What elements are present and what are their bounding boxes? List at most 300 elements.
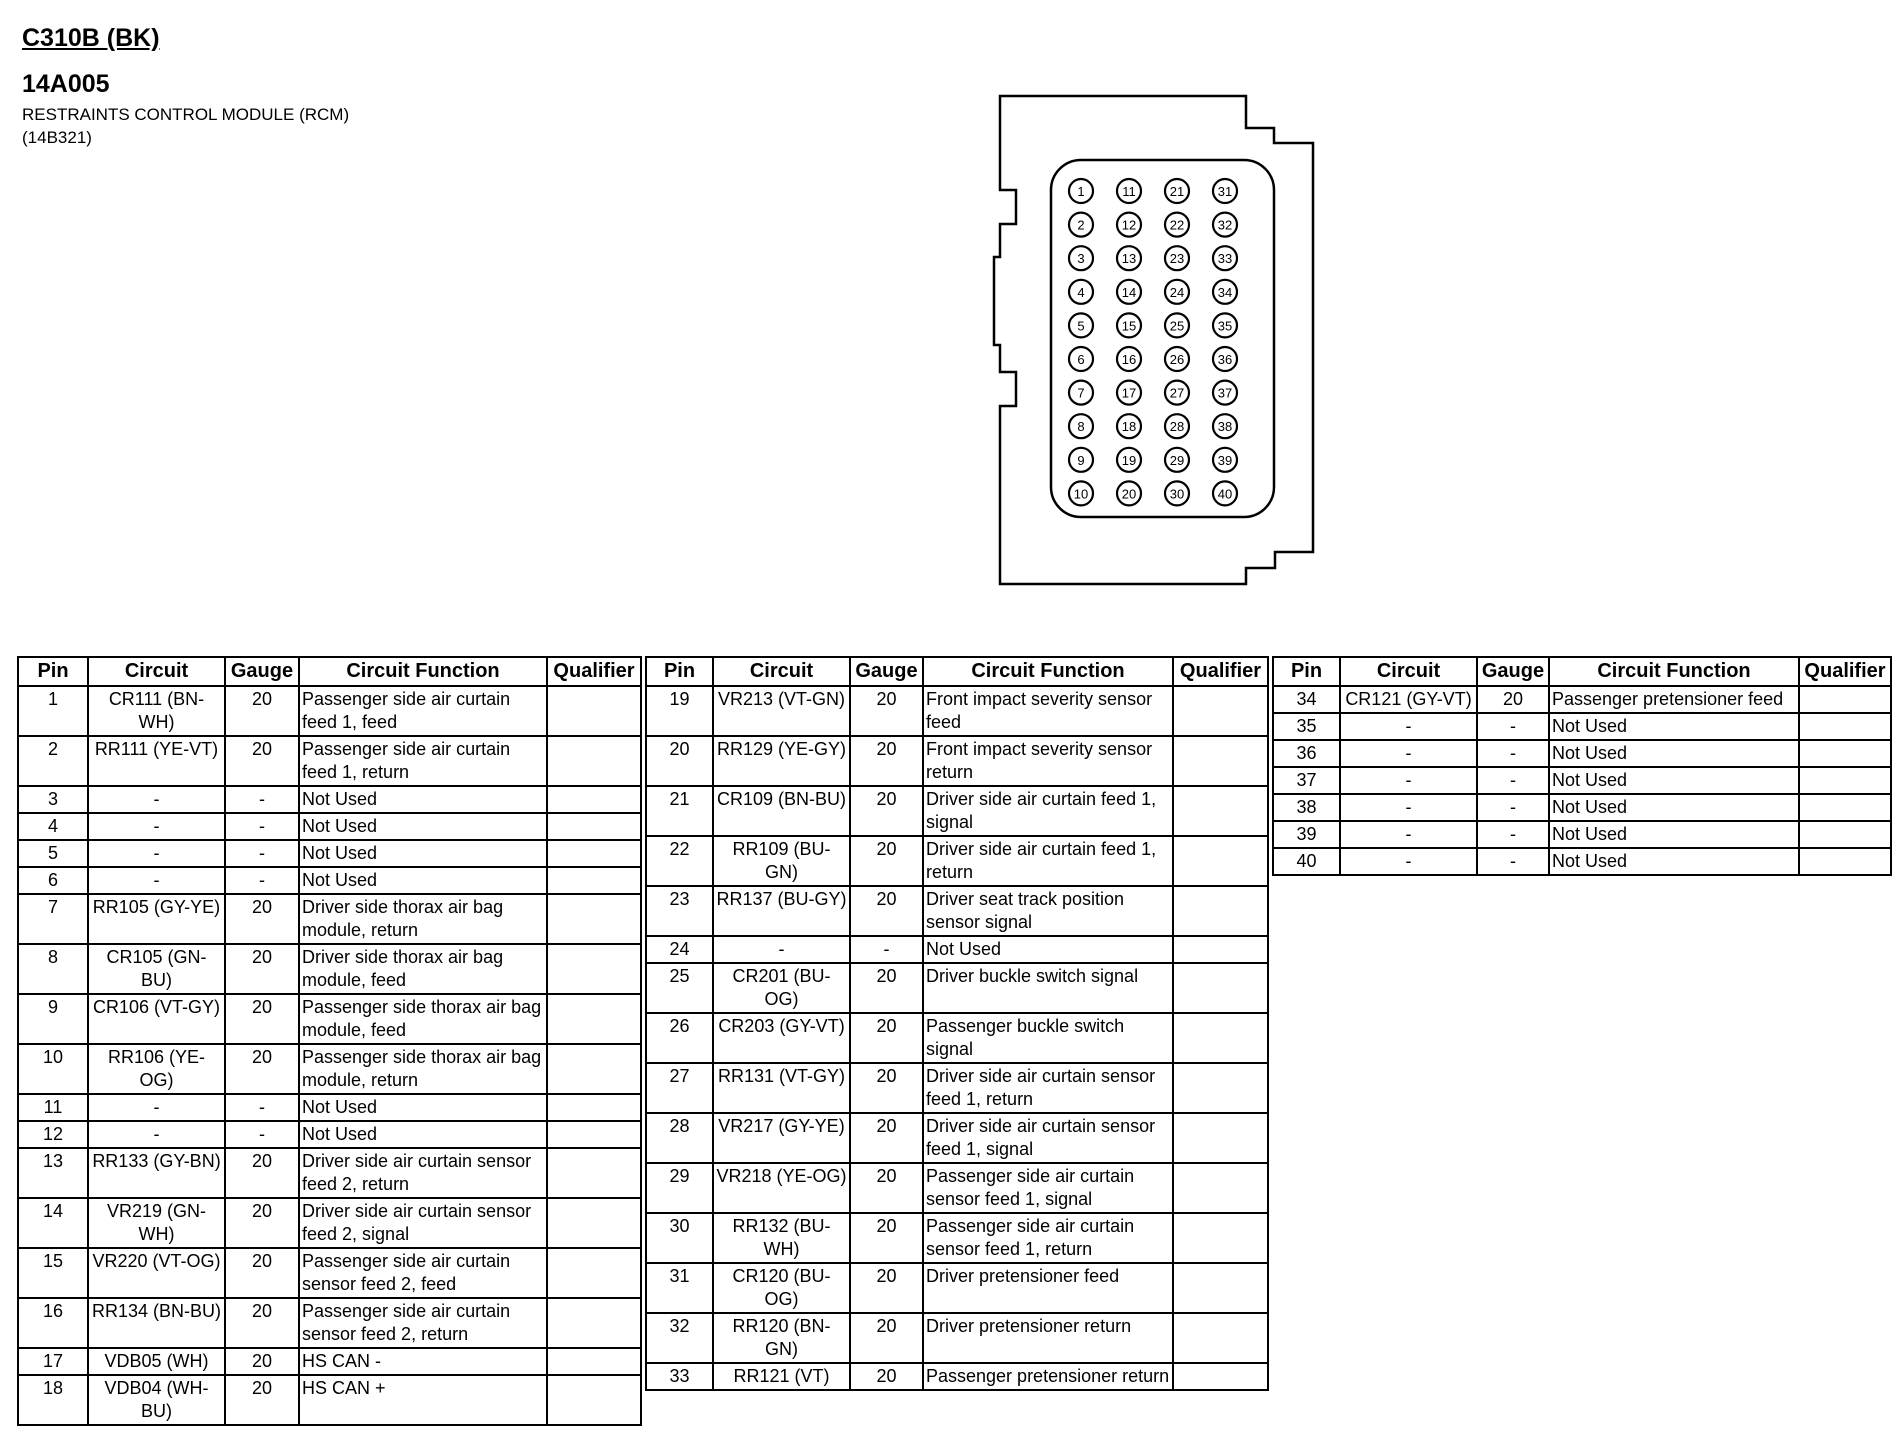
pin-number: 8 xyxy=(1077,419,1085,435)
qualifier-cell xyxy=(1173,686,1268,736)
table-row xyxy=(18,840,641,867)
col-header-qualifier: Qualifier xyxy=(1799,657,1891,686)
table-header-row xyxy=(18,657,641,686)
gauge-cell: 20 xyxy=(225,894,299,944)
circuit-cell: CR203 (GY-VT) xyxy=(713,1013,850,1063)
qualifier-cell xyxy=(547,944,641,994)
connector-pin xyxy=(1213,213,1237,237)
function-cell: Not Used xyxy=(923,936,1173,963)
circuit-cell: - xyxy=(1340,821,1477,848)
pin-number: 23 xyxy=(1169,251,1185,267)
col-header-gauge: Gauge xyxy=(1477,657,1549,686)
connector-pin xyxy=(1213,246,1237,270)
function-cell: HS CAN - xyxy=(299,1348,547,1375)
qualifier-cell xyxy=(547,1044,641,1094)
circuit-cell: RR121 (VT) xyxy=(713,1363,850,1390)
gauge-cell: 20 xyxy=(225,994,299,1044)
pin-number: 37 xyxy=(1217,385,1233,401)
col-header-circuit: Circuit xyxy=(88,657,225,686)
gauge-cell: - xyxy=(225,1094,299,1121)
qualifier-cell xyxy=(1173,1163,1268,1213)
qualifier-cell xyxy=(1173,836,1268,886)
function-cell: Not Used xyxy=(1549,767,1799,794)
qualifier-cell xyxy=(547,1348,641,1375)
pin-number: 16 xyxy=(1121,352,1137,367)
connector-pin xyxy=(1165,213,1189,237)
qualifier-cell xyxy=(547,867,641,894)
qualifier-cell xyxy=(1173,1213,1268,1263)
connector-pin xyxy=(1069,448,1093,472)
table-header-row xyxy=(1273,657,1891,686)
table-row xyxy=(646,1213,1268,1263)
pin-cell: 10 xyxy=(18,1044,88,1094)
pin-number: 34 xyxy=(1217,284,1233,300)
connector-pin xyxy=(1165,414,1189,438)
connector-pin xyxy=(1069,280,1093,304)
function-cell: Not Used xyxy=(1549,821,1799,848)
pin-cell: 13 xyxy=(18,1148,88,1198)
pin-number: 29 xyxy=(1169,452,1185,468)
qualifier-cell xyxy=(547,1375,641,1425)
gauge-cell: 20 xyxy=(225,1044,299,1094)
col-header-circuit: Circuit xyxy=(713,657,850,686)
circuit-cell: - xyxy=(1340,794,1477,821)
connector-pin xyxy=(1069,381,1093,405)
pin-cell: 20 xyxy=(646,736,713,786)
gauge-cell: 20 xyxy=(225,944,299,994)
circuit-cell: - xyxy=(88,840,225,867)
connector-pin xyxy=(1117,448,1141,472)
pin-cell: 22 xyxy=(646,836,713,886)
connector-pin xyxy=(1117,179,1141,203)
pin-cell: 23 xyxy=(646,886,713,936)
pin-cell: 33 xyxy=(646,1363,713,1390)
qualifier-cell xyxy=(1173,1013,1268,1063)
function-cell: Driver side thorax air bag module, feed xyxy=(299,944,547,994)
table-row xyxy=(18,867,641,894)
qualifier-cell xyxy=(1799,848,1891,875)
gauge-cell: - xyxy=(225,786,299,813)
pin-cell: 4 xyxy=(18,813,88,840)
connector-pin xyxy=(1117,381,1141,405)
table-row xyxy=(18,1121,641,1148)
qualifier-cell xyxy=(547,994,641,1044)
pin-number: 26 xyxy=(1169,352,1185,367)
pin-number: 19 xyxy=(1121,452,1137,468)
function-cell: Passenger side air curtain sensor feed 1, return xyxy=(923,1213,1173,1263)
gauge-cell: 20 xyxy=(225,1298,299,1348)
function-cell: HS CAN + xyxy=(299,1375,547,1425)
circuit-cell: VR213 (VT-GN) xyxy=(713,686,850,736)
circuit-cell: - xyxy=(88,1121,225,1148)
circuit-cell: CR109 (BN-BU) xyxy=(713,786,850,836)
pin-cell: 29 xyxy=(646,1163,713,1213)
pin-cell: 6 xyxy=(18,867,88,894)
gauge-cell: - xyxy=(225,813,299,840)
connector-pin xyxy=(1069,179,1093,203)
table-row xyxy=(1273,767,1891,794)
table-row xyxy=(1273,848,1891,875)
table-row xyxy=(18,813,641,840)
table-row xyxy=(646,836,1268,886)
connector-pin xyxy=(1213,381,1237,405)
pin-number: 27 xyxy=(1169,385,1185,401)
table-row xyxy=(18,736,641,786)
circuit-cell: RR132 (BU-WH) xyxy=(713,1213,850,1263)
gauge-cell: - xyxy=(1477,848,1549,875)
pin-table-1 xyxy=(17,656,642,1426)
pin-number: 25 xyxy=(1169,318,1185,334)
circuit-cell: VR217 (GY-YE) xyxy=(713,1113,850,1163)
connector-title: C310B (BK) xyxy=(22,24,160,52)
pin-number: 33 xyxy=(1217,251,1233,267)
gauge-cell: 20 xyxy=(225,1348,299,1375)
gauge-cell: - xyxy=(1477,794,1549,821)
gauge-cell: - xyxy=(225,1121,299,1148)
table-row xyxy=(18,1248,641,1298)
connector-pin xyxy=(1117,481,1141,505)
circuit-cell: RR111 (YE-VT) xyxy=(88,736,225,786)
pin-cell: 28 xyxy=(646,1113,713,1163)
pin-cell: 7 xyxy=(18,894,88,944)
pin-cell: 35 xyxy=(1273,713,1340,740)
pin-cell: 38 xyxy=(1273,794,1340,821)
gauge-cell: 20 xyxy=(850,1363,923,1390)
function-cell: Passenger side air curtain feed 1, return xyxy=(299,736,547,786)
gauge-cell: 20 xyxy=(850,686,923,736)
qualifier-cell xyxy=(1173,963,1268,1013)
table-row xyxy=(1273,713,1891,740)
col-header-qualifier: Qualifier xyxy=(1173,657,1268,686)
table-row xyxy=(18,1198,641,1248)
qualifier-cell xyxy=(547,1248,641,1298)
pin-number: 24 xyxy=(1169,284,1185,300)
gauge-cell: 20 xyxy=(225,736,299,786)
connector-pin xyxy=(1069,313,1093,337)
function-cell: Not Used xyxy=(1549,713,1799,740)
qualifier-cell xyxy=(547,736,641,786)
connector-pin xyxy=(1117,313,1141,337)
qualifier-cell xyxy=(1173,786,1268,836)
qualifier-cell xyxy=(547,786,641,813)
function-cell: Driver side air curtain sensor feed 2, signal xyxy=(299,1198,547,1248)
table-row xyxy=(18,1298,641,1348)
circuit-cell: VR219 (GN-WH) xyxy=(88,1198,225,1248)
function-cell: Driver side air curtain sensor feed 1, return xyxy=(923,1063,1173,1113)
gauge-cell: - xyxy=(225,840,299,867)
col-header-pin: Pin xyxy=(646,657,713,686)
qualifier-cell xyxy=(1799,713,1891,740)
circuit-cell: CR121 (GY-VT) xyxy=(1340,686,1477,713)
pin-cell: 18 xyxy=(18,1375,88,1425)
pin-cell: 9 xyxy=(18,994,88,1044)
pin-cell: 3 xyxy=(18,786,88,813)
function-cell: Driver side air curtain feed 1, signal xyxy=(923,786,1173,836)
function-cell: Passenger side air curtain sensor feed 1, signal xyxy=(923,1163,1173,1213)
table-row xyxy=(18,994,641,1044)
connector-pin xyxy=(1213,313,1237,337)
pin-cell: 5 xyxy=(18,840,88,867)
pin-number: 28 xyxy=(1169,419,1185,435)
gauge-cell: 20 xyxy=(225,1198,299,1248)
qualifier-cell xyxy=(1173,936,1268,963)
gauge-cell: 20 xyxy=(225,1375,299,1425)
table-row xyxy=(1273,821,1891,848)
col-header-function: Circuit Function xyxy=(299,657,547,686)
pin-number: 39 xyxy=(1217,452,1233,468)
circuit-cell: CR201 (BU-OG) xyxy=(713,963,850,1013)
table-row xyxy=(18,1375,641,1425)
circuit-cell: - xyxy=(1340,767,1477,794)
function-cell: Driver seat track position sensor signal xyxy=(923,886,1173,936)
col-header-pin: Pin xyxy=(18,657,88,686)
col-header-qualifier: Qualifier xyxy=(547,657,641,686)
qualifier-cell xyxy=(1799,767,1891,794)
pin-cell: 12 xyxy=(18,1121,88,1148)
function-cell: Passenger side air curtain sensor feed 2, feed xyxy=(299,1248,547,1298)
pin-number: 40 xyxy=(1217,486,1233,502)
qualifier-cell xyxy=(547,1198,641,1248)
table-row xyxy=(646,1363,1268,1390)
col-header-gauge: Gauge xyxy=(225,657,299,686)
pin-number: 5 xyxy=(1077,318,1085,334)
circuit-cell: RR109 (BU-GN) xyxy=(713,836,850,886)
connector-pin xyxy=(1117,280,1141,304)
qualifier-cell xyxy=(1799,740,1891,767)
pin-cell: 31 xyxy=(646,1263,713,1313)
function-cell: Not Used xyxy=(299,867,547,894)
gauge-cell: 20 xyxy=(850,1313,923,1363)
gauge-cell: 20 xyxy=(850,1063,923,1113)
qualifier-cell xyxy=(547,813,641,840)
pin-cell: 26 xyxy=(646,1013,713,1063)
qualifier-cell xyxy=(1799,686,1891,713)
gauge-cell: 20 xyxy=(850,836,923,886)
gauge-cell: 20 xyxy=(225,686,299,736)
module-description xyxy=(22,103,349,149)
module-name: RESTRAINTS CONTROL MODULE (RCM) xyxy=(22,105,350,124)
circuit-cell: RR106 (YE-OG) xyxy=(88,1044,225,1094)
circuit-cell: VR220 (VT-OG) xyxy=(88,1248,225,1298)
circuit-cell: RR134 (BN-BU) xyxy=(88,1298,225,1348)
pin-number: 17 xyxy=(1121,385,1137,401)
pin-cell: 8 xyxy=(18,944,88,994)
pin-cell: 11 xyxy=(18,1094,88,1121)
connector-pin xyxy=(1165,347,1189,371)
table-header-row xyxy=(646,657,1268,686)
pin-number: 2 xyxy=(1077,217,1085,233)
connector-pin xyxy=(1165,381,1189,405)
pin-cell: 24 xyxy=(646,936,713,963)
table-row xyxy=(646,886,1268,936)
qualifier-cell xyxy=(1173,1263,1268,1313)
connector-pin xyxy=(1165,481,1189,505)
circuit-cell: RR137 (BU-GY) xyxy=(713,886,850,936)
connector-pin xyxy=(1165,179,1189,203)
pin-number: 9 xyxy=(1077,452,1085,468)
qualifier-cell xyxy=(1173,1313,1268,1363)
pin-cell: 40 xyxy=(1273,848,1340,875)
function-cell: Passenger pretensioner return xyxy=(923,1363,1173,1390)
connector-pin xyxy=(1069,414,1093,438)
qualifier-cell xyxy=(1173,886,1268,936)
connector-pin xyxy=(1165,280,1189,304)
circuit-cell: - xyxy=(1340,713,1477,740)
gauge-cell: 20 xyxy=(850,886,923,936)
pin-cell: 15 xyxy=(18,1248,88,1298)
pin-number: 30 xyxy=(1169,486,1185,502)
circuit-cell: - xyxy=(88,867,225,894)
connector-pin xyxy=(1069,347,1093,371)
pin-number: 38 xyxy=(1217,419,1233,435)
pin-number: 32 xyxy=(1217,217,1233,233)
pin-number: 22 xyxy=(1169,217,1185,233)
connector-pin xyxy=(1069,481,1093,505)
connector-pin xyxy=(1213,414,1237,438)
connector-pin xyxy=(1117,347,1141,371)
table-row xyxy=(18,1044,641,1094)
col-header-pin: Pin xyxy=(1273,657,1340,686)
function-cell: Front impact severity sensor return xyxy=(923,736,1173,786)
table-row xyxy=(18,944,641,994)
table-row xyxy=(646,936,1268,963)
connector-pin xyxy=(1117,213,1141,237)
gauge-cell: 20 xyxy=(850,786,923,836)
function-cell: Front impact severity sensor feed xyxy=(923,686,1173,736)
function-cell: Driver buckle switch signal xyxy=(923,963,1173,1013)
pin-cell: 32 xyxy=(646,1313,713,1363)
circuit-cell: VR218 (YE-OG) xyxy=(713,1163,850,1213)
pin-cell: 21 xyxy=(646,786,713,836)
gauge-cell: 20 xyxy=(850,1213,923,1263)
table-row xyxy=(646,1063,1268,1113)
qualifier-cell xyxy=(547,686,641,736)
function-cell: Not Used xyxy=(1549,794,1799,821)
connector-pin xyxy=(1117,246,1141,270)
pin-number: 18 xyxy=(1121,419,1137,435)
function-cell: Not Used xyxy=(1549,740,1799,767)
qualifier-cell xyxy=(1799,794,1891,821)
gauge-cell: - xyxy=(225,867,299,894)
function-cell: Passenger side air curtain sensor feed 2, return xyxy=(299,1298,547,1348)
pin-number: 4 xyxy=(1077,284,1085,300)
connector-pin xyxy=(1069,246,1093,270)
gauge-cell: 20 xyxy=(850,963,923,1013)
circuit-cell: RR131 (VT-GY) xyxy=(713,1063,850,1113)
pin-number: 20 xyxy=(1121,486,1137,502)
connector-pin xyxy=(1213,448,1237,472)
table-row xyxy=(18,686,641,736)
table-row xyxy=(646,1013,1268,1063)
table-row xyxy=(1273,686,1891,713)
table-row xyxy=(646,786,1268,836)
circuit-cell: CR105 (GN-BU) xyxy=(88,944,225,994)
pin-number: 35 xyxy=(1217,318,1233,334)
function-cell: Passenger side thorax air bag module, return xyxy=(299,1044,547,1094)
circuit-cell: - xyxy=(1340,740,1477,767)
qualifier-cell xyxy=(1173,736,1268,786)
table-row xyxy=(18,1148,641,1198)
table-row xyxy=(18,894,641,944)
pin-number: 31 xyxy=(1217,184,1233,199)
pin-table-3 xyxy=(1272,656,1892,876)
function-cell: Driver side air curtain feed 1, return xyxy=(923,836,1173,886)
qualifier-cell xyxy=(1173,1063,1268,1113)
part-number: 14A005 xyxy=(22,70,110,98)
gauge-cell: - xyxy=(1477,767,1549,794)
col-header-function: Circuit Function xyxy=(1549,657,1799,686)
connector-pin xyxy=(1213,347,1237,371)
pin-cell: 16 xyxy=(18,1298,88,1348)
table-row xyxy=(18,1348,641,1375)
qualifier-cell xyxy=(547,1148,641,1198)
function-cell: Not Used xyxy=(299,1094,547,1121)
circuit-cell: - xyxy=(713,936,850,963)
connector-pin xyxy=(1165,448,1189,472)
table-row xyxy=(646,1163,1268,1213)
circuit-cell: - xyxy=(1340,848,1477,875)
pin-cell: 36 xyxy=(1273,740,1340,767)
table-row xyxy=(1273,794,1891,821)
pin-cell: 37 xyxy=(1273,767,1340,794)
circuit-cell: - xyxy=(88,786,225,813)
function-cell: Not Used xyxy=(299,786,547,813)
connector-pin xyxy=(1213,280,1237,304)
pin-table-2 xyxy=(645,656,1269,1391)
pin-cell: 2 xyxy=(18,736,88,786)
module-part-number: (14B321) xyxy=(22,128,92,147)
table-row xyxy=(18,1094,641,1121)
circuit-cell: RR105 (GY-YE) xyxy=(88,894,225,944)
function-cell: Not Used xyxy=(1549,848,1799,875)
circuit-cell: CR106 (VT-GY) xyxy=(88,994,225,1044)
function-cell: Driver side thorax air bag module, return xyxy=(299,894,547,944)
pin-number: 15 xyxy=(1121,318,1137,334)
circuit-cell: RR120 (BN-GN) xyxy=(713,1313,850,1363)
pin-cell: 27 xyxy=(646,1063,713,1113)
circuit-cell: RR133 (GY-BN) xyxy=(88,1148,225,1198)
table-row xyxy=(18,786,641,813)
pin-number: 14 xyxy=(1121,284,1137,300)
circuit-cell: CR120 (BU-OG) xyxy=(713,1263,850,1313)
gauge-cell: 20 xyxy=(225,1148,299,1198)
connector-pin xyxy=(1213,179,1237,203)
pin-cell: 25 xyxy=(646,963,713,1013)
col-header-function: Circuit Function xyxy=(923,657,1173,686)
circuit-cell: VDB05 (WH) xyxy=(88,1348,225,1375)
qualifier-cell xyxy=(1173,1363,1268,1390)
pin-number: 10 xyxy=(1073,486,1089,502)
gauge-cell: - xyxy=(1477,740,1549,767)
pin-number: 21 xyxy=(1169,184,1185,199)
gauge-cell: 20 xyxy=(850,1163,923,1213)
function-cell: Driver pretensioner return xyxy=(923,1313,1173,1363)
pin-number: 1 xyxy=(1077,184,1085,199)
gauge-cell: - xyxy=(850,936,923,963)
pin-cell: 39 xyxy=(1273,821,1340,848)
table-row xyxy=(646,1113,1268,1163)
connector-pin xyxy=(1117,414,1141,438)
pin-cell: 19 xyxy=(646,686,713,736)
circuit-cell: VDB04 (WH-BU) xyxy=(88,1375,225,1425)
pin-number: 11 xyxy=(1122,184,1136,199)
function-cell: Passenger side thorax air bag module, feed xyxy=(299,994,547,1044)
pin-number: 36 xyxy=(1217,352,1233,367)
connector-pin xyxy=(1165,246,1189,270)
function-cell: Passenger buckle switch signal xyxy=(923,1013,1173,1063)
gauge-cell: 20 xyxy=(225,1248,299,1298)
pin-cell: 17 xyxy=(18,1348,88,1375)
